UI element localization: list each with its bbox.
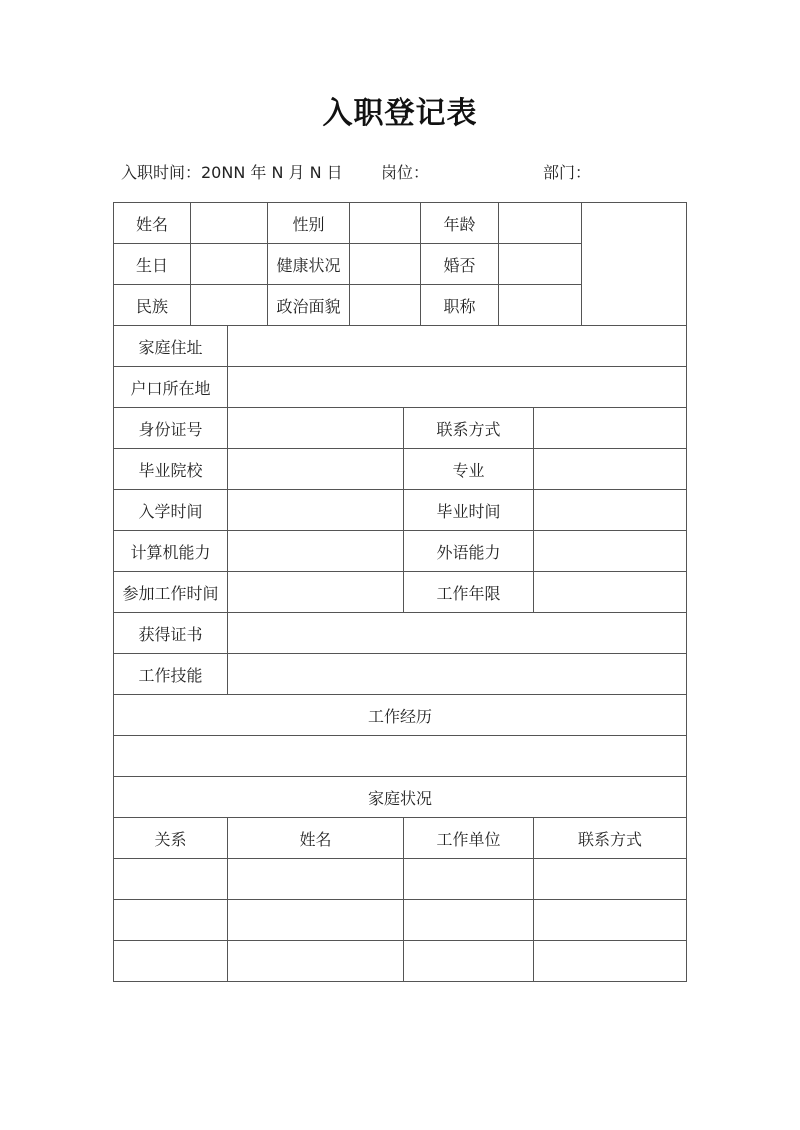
- family-name-cell[interactable]: [228, 859, 404, 900]
- name-field[interactable]: [191, 203, 268, 244]
- major-label: 专业: [404, 449, 534, 490]
- hukou-label: 户口所在地: [114, 367, 228, 408]
- row-home-address: [114, 326, 687, 367]
- family-col-name: 姓名: [228, 818, 404, 859]
- form-title: 入职登记表: [322, 96, 478, 131]
- family-name-cell[interactable]: [228, 900, 404, 941]
- school-label: 毕业院校: [114, 449, 228, 490]
- row-family-columns: [114, 818, 687, 859]
- school-field[interactable]: [228, 449, 404, 490]
- family-col-contact: 联系方式: [534, 818, 687, 859]
- language-label: 外语能力: [404, 531, 534, 572]
- family-heading: 家庭状况: [114, 777, 687, 818]
- enroll-label: 入学时间: [114, 490, 228, 531]
- marital-field[interactable]: [499, 244, 582, 285]
- ethnicity-field[interactable]: [191, 285, 268, 326]
- enroll-field[interactable]: [228, 490, 404, 531]
- family-contact-cell[interactable]: [534, 941, 687, 982]
- birthday-label: 生日: [114, 244, 191, 285]
- work-years-field[interactable]: [534, 572, 687, 613]
- major-field[interactable]: [534, 449, 687, 490]
- row-name: [114, 203, 687, 244]
- work-start-label: 参加工作时间: [114, 572, 228, 613]
- family-name-cell[interactable]: [228, 941, 404, 982]
- entry-date-label: 入职时间：20NN 年 N 月 N 日: [121, 163, 343, 182]
- certificates-field[interactable]: [228, 613, 687, 654]
- table-row: [114, 941, 687, 982]
- age-label: 年龄: [421, 203, 499, 244]
- hukou-field[interactable]: [228, 367, 687, 408]
- id-label: 身份证号: [114, 408, 228, 449]
- row-skills: [114, 654, 687, 695]
- row-school: [114, 449, 687, 490]
- contact-field[interactable]: [534, 408, 687, 449]
- row-work-start: [114, 572, 687, 613]
- row-enroll: [114, 490, 687, 531]
- row-work-history-header: [114, 695, 687, 736]
- gender-field[interactable]: [350, 203, 421, 244]
- id-field[interactable]: [228, 408, 404, 449]
- row-family-header: [114, 777, 687, 818]
- family-contact-cell[interactable]: [534, 900, 687, 941]
- table-row: [114, 859, 687, 900]
- registration-form-table: [113, 202, 687, 982]
- language-field[interactable]: [534, 531, 687, 572]
- work-start-field[interactable]: [228, 572, 404, 613]
- family-col-relation: 关系: [114, 818, 228, 859]
- home-address-field[interactable]: [228, 326, 687, 367]
- post-label: 岗位：: [381, 163, 430, 182]
- family-employer-cell[interactable]: [404, 900, 534, 941]
- family-relation-cell[interactable]: [114, 900, 228, 941]
- computer-label: 计算机能力: [114, 531, 228, 572]
- health-field[interactable]: [350, 244, 421, 285]
- skills-label: 工作技能: [114, 654, 228, 695]
- family-relation-cell[interactable]: [114, 859, 228, 900]
- family-employer-cell[interactable]: [404, 859, 534, 900]
- work-history-field[interactable]: [114, 736, 687, 777]
- row-work-history-body: [114, 736, 687, 777]
- ethnicity-label: 民族: [114, 285, 191, 326]
- row-computer: [114, 531, 687, 572]
- age-field[interactable]: [499, 203, 582, 244]
- row-hukou: [114, 367, 687, 408]
- photo-box[interactable]: [582, 203, 687, 326]
- family-employer-cell[interactable]: [404, 941, 534, 982]
- computer-field[interactable]: [228, 531, 404, 572]
- work-history-heading: 工作经历: [114, 695, 687, 736]
- political-label: 政治面貌: [268, 285, 350, 326]
- row-certificates: [114, 613, 687, 654]
- family-contact-cell[interactable]: [534, 859, 687, 900]
- table-row: [114, 900, 687, 941]
- family-relation-cell[interactable]: [114, 941, 228, 982]
- row-id: [114, 408, 687, 449]
- department-label: 部门：: [543, 163, 592, 182]
- contact-label: 联系方式: [404, 408, 534, 449]
- graduate-label: 毕业时间: [404, 490, 534, 531]
- certificates-label: 获得证书: [114, 613, 228, 654]
- name-label: 姓名: [114, 203, 191, 244]
- family-col-employer: 工作单位: [404, 818, 534, 859]
- home-address-label: 家庭住址: [114, 326, 228, 367]
- skills-field[interactable]: [228, 654, 687, 695]
- marital-label: 婚否: [421, 244, 499, 285]
- political-field[interactable]: [350, 285, 421, 326]
- title-field[interactable]: [499, 285, 582, 326]
- work-years-label: 工作年限: [404, 572, 534, 613]
- graduate-field[interactable]: [534, 490, 687, 531]
- title-label: 职称: [421, 285, 499, 326]
- health-label: 健康状况: [268, 244, 350, 285]
- birthday-field[interactable]: [191, 244, 268, 285]
- gender-label: 性别: [268, 203, 350, 244]
